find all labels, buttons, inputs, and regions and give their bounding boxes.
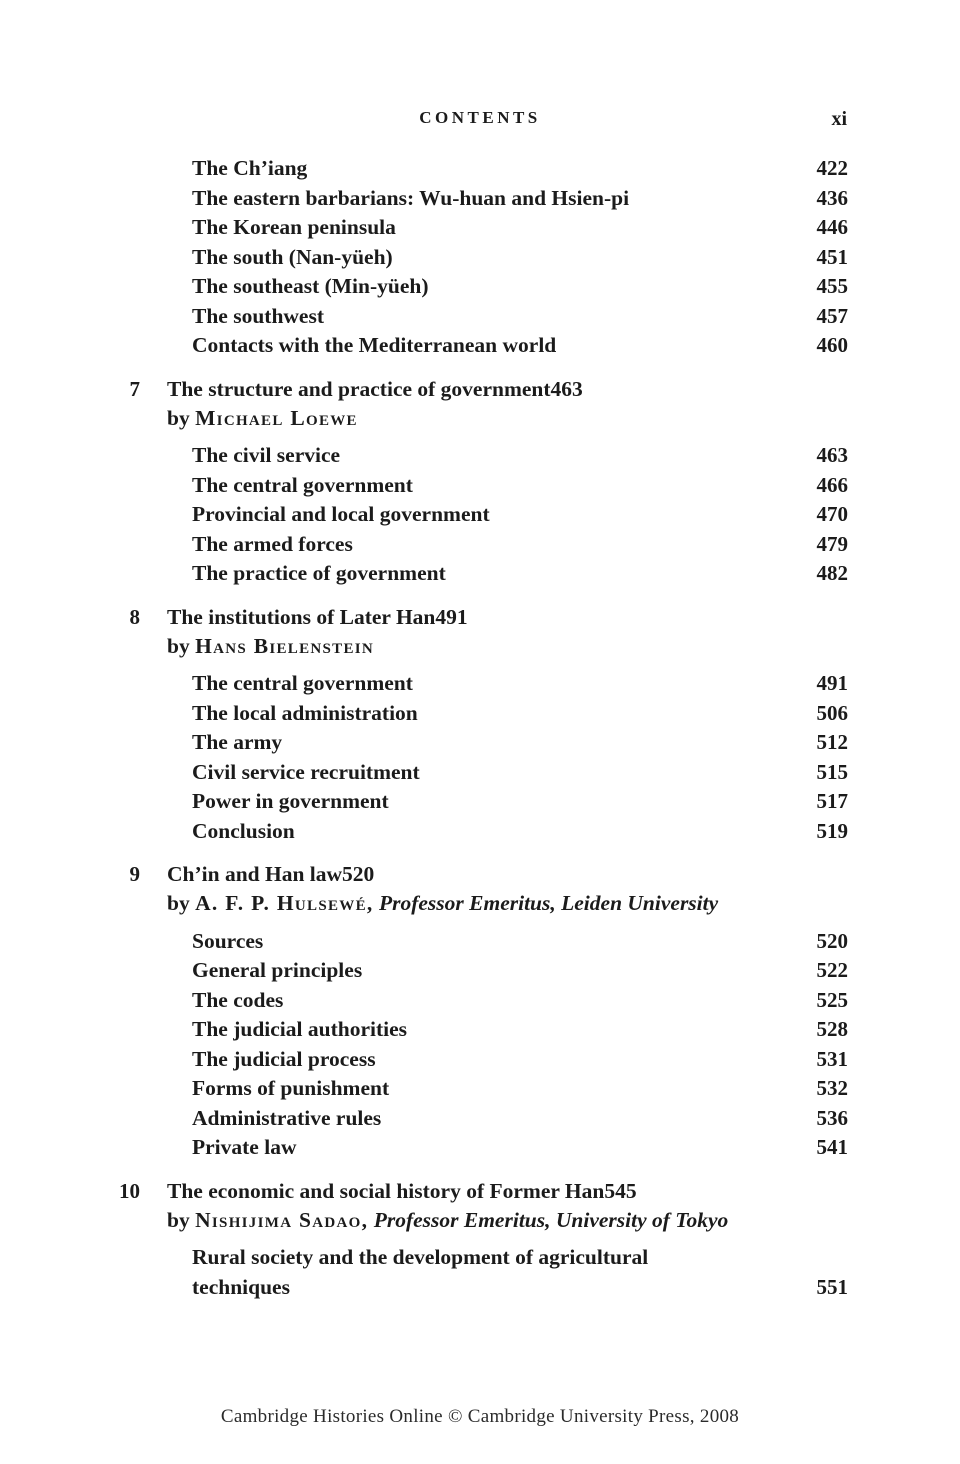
- toc-entry: [110, 184, 848, 214]
- entry-page: 422: [816, 156, 848, 180]
- chapter-title: The institutions of Later Han: [167, 604, 436, 629]
- entry-title: The Ch’iang: [192, 156, 308, 180]
- toc-entry: [110, 1045, 848, 1075]
- chapter-page: 520: [342, 862, 375, 886]
- chapter-title: The structure and practice of government: [167, 376, 551, 401]
- author-name: Nishijima Sadao,: [195, 1207, 369, 1232]
- toc-entry: [110, 1074, 848, 1104]
- toc-entry: [110, 1015, 848, 1045]
- entry-page: 506: [816, 700, 848, 725]
- chapter-block: [110, 859, 848, 1163]
- chapter-title: The economic and social history of Former Han: [167, 1178, 605, 1203]
- chapter-entries: [110, 441, 848, 589]
- chapter-byline: [167, 404, 785, 434]
- entry-title: The local administration: [192, 700, 418, 725]
- chapter-entries: [110, 1243, 848, 1302]
- entry-page: 457: [816, 303, 848, 328]
- toc-entry: [110, 758, 848, 788]
- entry-title: General principles: [192, 958, 363, 982]
- author-name: A. F. P. Hulsewé,: [195, 891, 374, 915]
- author-name: Hans Bielenstein: [195, 633, 375, 658]
- entry-title: Contacts with the Mediterranean world: [192, 333, 557, 357]
- chapter-byline: [167, 632, 785, 662]
- by-word: by: [167, 633, 190, 658]
- entry-title: Provincial and local government: [192, 502, 490, 526]
- entry-page: 515: [816, 759, 848, 784]
- entry-title: The central government: [192, 472, 413, 497]
- entry-page: 470: [816, 502, 848, 526]
- contents-header: CONTENTS: [419, 108, 541, 127]
- entry-page: 463: [816, 443, 848, 467]
- chapter-heading: [110, 859, 848, 889]
- toc-entry: [110, 441, 848, 471]
- table-of-contents: [110, 154, 848, 1302]
- entry-page: 482: [816, 561, 848, 585]
- chapter-block: [110, 1176, 848, 1303]
- folio-page-number: xi: [831, 108, 847, 130]
- toc-entry: [110, 1243, 848, 1302]
- toc-entry: [110, 530, 848, 560]
- entry-page: 479: [816, 531, 848, 556]
- entry-title: The Korean peninsula: [192, 215, 396, 239]
- entry-page: 528: [816, 1017, 848, 1041]
- chapter-block: [110, 374, 848, 589]
- chapter-number: 8: [129, 604, 140, 629]
- entry-title: Sources: [192, 928, 264, 953]
- toc-entry: [110, 559, 848, 589]
- chapter-heading: [110, 374, 848, 404]
- entry-page: 531: [816, 1046, 848, 1071]
- toc-entry: [110, 669, 848, 699]
- entry-page: 512: [816, 730, 848, 754]
- toc-entry: [110, 986, 848, 1016]
- author-affiliation: Professor Emeritus, Leiden University: [378, 891, 719, 915]
- by-word: by: [167, 405, 190, 430]
- chapter-page: 545: [604, 1178, 637, 1203]
- by-word: by: [167, 891, 190, 915]
- entry-title: Conclusion: [192, 818, 295, 843]
- entry-title: The civil service: [192, 443, 341, 467]
- entry-title: Power in government: [192, 789, 389, 813]
- chapter-title: Ch’in and Han law: [167, 862, 343, 886]
- toc-entry: [110, 500, 848, 530]
- entry-title: The south (Nan-yüeh): [192, 244, 393, 269]
- chapter-byline: [167, 889, 785, 919]
- entry-page: 446: [816, 215, 848, 239]
- toc-entry: [110, 1104, 848, 1134]
- entry-title: The judicial authorities: [192, 1017, 408, 1041]
- entry-title: Private law: [192, 1135, 297, 1159]
- toc-entry: [110, 243, 848, 273]
- entry-title: The army: [192, 730, 283, 754]
- chapter-number: 9: [129, 862, 140, 886]
- author-affiliation: Professor Emeritus, University of Tokyo: [373, 1207, 729, 1232]
- entry-title: The southwest: [192, 303, 325, 328]
- toc-entry: [110, 817, 848, 847]
- toc-entry: [110, 956, 848, 986]
- entry-page: 436: [816, 185, 848, 210]
- entry-title: Forms of punishment: [192, 1076, 390, 1100]
- entry-title: The armed forces: [192, 531, 353, 556]
- entry-page: 466: [816, 472, 848, 497]
- entry-page: 536: [816, 1105, 848, 1130]
- footer-credit: Cambridge Histories Online © Cambridge University Press, 2008: [220, 1406, 740, 1427]
- entry-page: 455: [816, 274, 848, 298]
- entry-page: 491: [816, 671, 848, 695]
- chapter-heading: [110, 1176, 848, 1206]
- toc-entry: [110, 728, 848, 758]
- toc-entry: [110, 1133, 848, 1163]
- toc-entry: [110, 471, 848, 501]
- entry-title: The eastern barbarians: Wu-huan and Hsien-pi: [192, 185, 630, 210]
- entry-title: Civil service recruitment: [192, 759, 420, 784]
- entry-page: 532: [816, 1076, 848, 1100]
- toc-entry: [110, 331, 848, 361]
- entry-title: The judicial process: [192, 1046, 376, 1071]
- entry-page: 525: [816, 987, 848, 1012]
- chapter-page: 463: [550, 376, 583, 401]
- entry-title: The central government: [192, 671, 413, 695]
- toc-entry: [110, 927, 848, 957]
- entry-page: 519: [816, 818, 848, 843]
- chapter-entries: [110, 927, 848, 1163]
- chapter-page: 491: [435, 604, 468, 629]
- chapter-number: 7: [129, 376, 140, 401]
- entry-page: 517: [816, 789, 848, 813]
- entry-title: The southeast (Min-yüeh): [192, 274, 429, 298]
- entry-title: The codes: [192, 987, 284, 1012]
- toc-entry: [110, 154, 848, 184]
- toc-entry: [110, 213, 848, 243]
- toc-entry: [110, 302, 848, 332]
- toc-entry: [110, 699, 848, 729]
- entry-title: The practice of government: [192, 561, 446, 585]
- entry-title: Administrative rules: [192, 1105, 382, 1130]
- toc-entry: [110, 787, 848, 817]
- chapter-entries: [110, 669, 848, 846]
- entry-title: Rural society and the development of agricultural techniques: [192, 1245, 649, 1299]
- by-word: by: [167, 1207, 190, 1232]
- chapter-block: [110, 602, 848, 847]
- entry-page: 460: [816, 333, 848, 357]
- author-name: Michael Loewe: [195, 405, 358, 430]
- entry-page: 551: [816, 1274, 848, 1299]
- chapter-byline: [167, 1206, 785, 1236]
- chapter-number: 10: [119, 1178, 140, 1203]
- running-head: [0, 108, 960, 132]
- chapter-heading: [110, 602, 848, 632]
- entry-page: 451: [816, 244, 848, 269]
- entry-page: 541: [816, 1135, 848, 1159]
- entry-page: 522: [816, 958, 848, 982]
- entry-page: 520: [816, 928, 848, 953]
- toc-entry: [110, 272, 848, 302]
